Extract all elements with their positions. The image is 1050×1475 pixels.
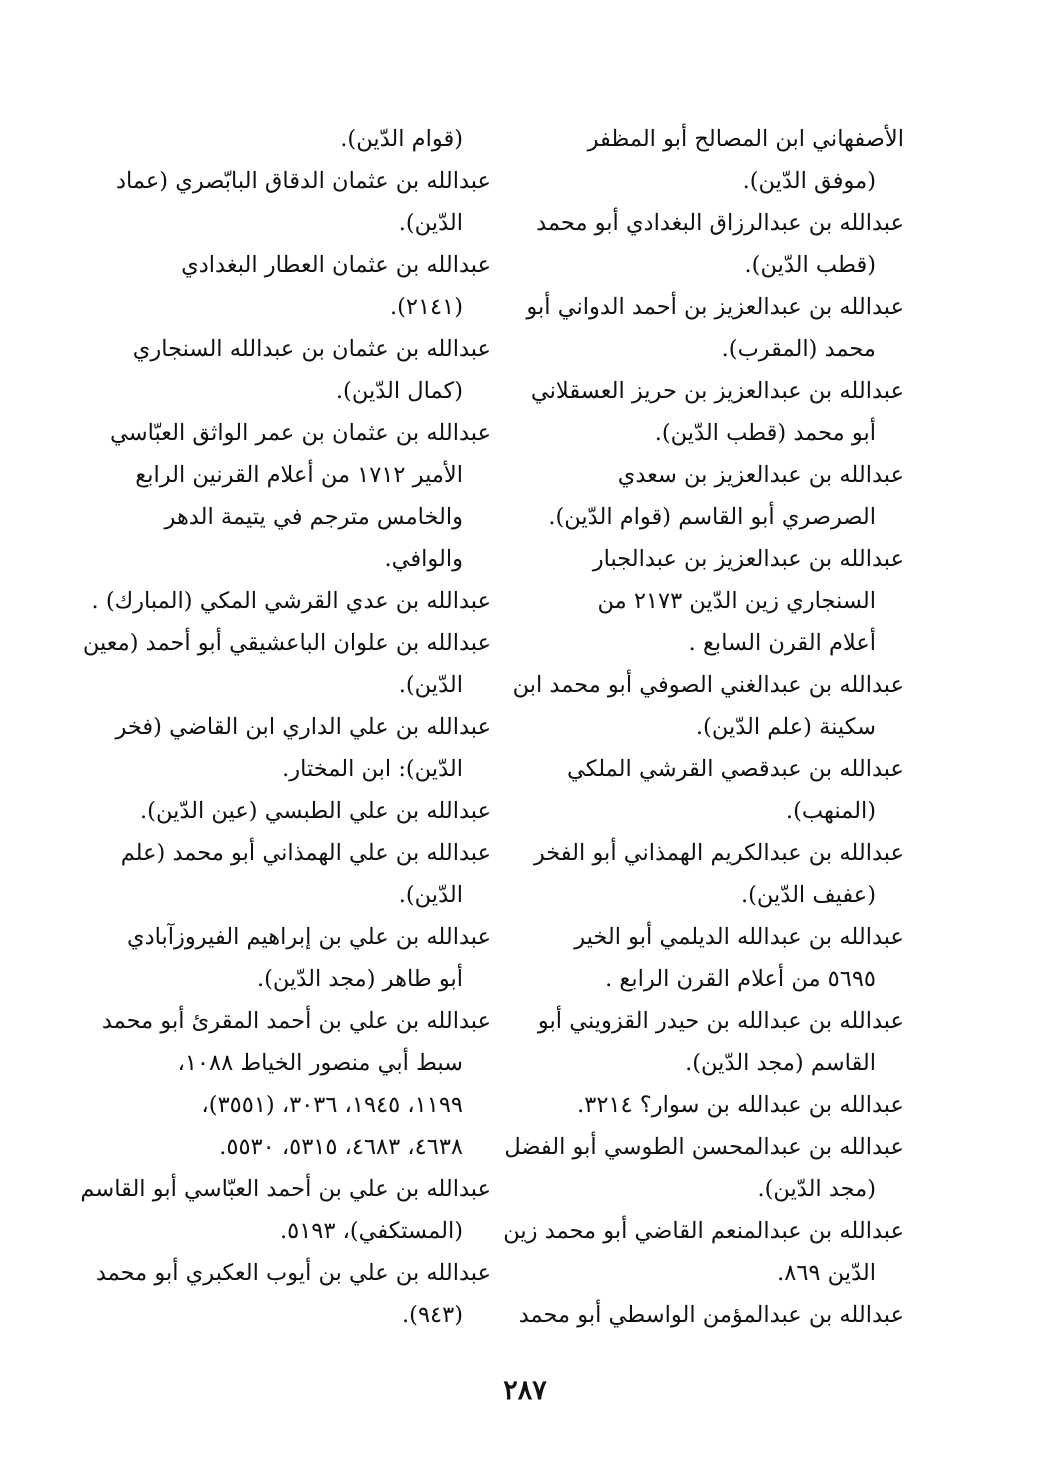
entry-line: عبدالله بن عثمان بن عبدالله السنجاري <box>132 336 491 362</box>
entry-line: عبدالله بن عدي القرشي المكي (المبارك) . <box>91 588 491 614</box>
index-column-right <box>503 118 904 1336</box>
entry-line: عبدالله بن علي بن أيوب العكبري أبو محمد <box>95 1260 491 1286</box>
entry-continuation-line: الصرصري أبو القاسم (قوام الدّين). <box>548 504 876 530</box>
entry-continuation-line: (٢١٤١). <box>389 294 463 320</box>
entry-continuation-line: ١١٩٩، ١٩٤٥، ٣٠٣٦، (٣٥٥١)، <box>201 1092 463 1118</box>
entry-line: عبدالله بن عبدالعزيز بن سعدي <box>617 462 904 488</box>
index-entry <box>533 832 904 916</box>
entry-line: عبدالله بن علي الداري ابن القاضي (فخر <box>115 714 491 740</box>
index-entry <box>548 454 904 538</box>
entry-line: عبدالله بن عثمان الدقاق البابّصري (عماد <box>115 168 491 194</box>
entry-continuation-line: ٤٦٣٨، ٤٦٨٣، ٥٣١٥، ٥٥٣٠. <box>219 1134 463 1160</box>
entry-line: عبدالله بن عبدالرزاق البغدادي أبو محمد <box>536 210 904 236</box>
index-entry <box>95 1252 491 1336</box>
entry-line: (قوام الدّين). <box>340 126 463 152</box>
entry-continuation-line: أعلام القرن السابع . <box>688 630 876 656</box>
index-entry <box>115 706 491 790</box>
entry-line: عبدالله بن عبدالعزيز بن عبدالجبار <box>592 546 904 572</box>
index-entry <box>530 370 904 454</box>
index-entry <box>134 118 491 160</box>
index-entry <box>518 1294 904 1336</box>
entry-continuation-line: الدّين ٨٦٩. <box>777 1260 876 1286</box>
entry-continuation-line: (المستكفي)، ٥١٩٣. <box>279 1218 463 1244</box>
entry-continuation-line: (المنهب). <box>785 798 876 824</box>
index-entry <box>101 1000 491 1168</box>
entry-continuation-line: (عفيف الدّين). <box>740 882 876 908</box>
entry-continuation-line: أبو محمد (قطب الدّين). <box>654 420 876 446</box>
entry-continuation-line: القاسم (مجد الدّين). <box>685 1050 876 1076</box>
entry-continuation-line: أبو طاهر (مجد الدّين). <box>256 966 463 992</box>
index-entry <box>115 160 491 244</box>
entry-continuation-line: محمد (المقرب). <box>721 336 876 362</box>
index-entry <box>548 916 904 1000</box>
index-entry <box>134 244 491 328</box>
entry-line: عبدالله بن عبدالعزيز بن حريز العسقلاني <box>530 378 904 404</box>
entry-continuation-line: الدّين). <box>398 882 463 908</box>
entry-continuation-line: (مجد الدّين). <box>757 1176 876 1202</box>
entry-continuation-line: (قطب الدّين). <box>744 252 876 278</box>
index-entry <box>537 1000 904 1084</box>
entry-line: عبدالله بن عبدالمنعم القاضي أبو محمد زين <box>503 1218 904 1244</box>
entry-line: عبدالله بن عثمان العطار البغدادي <box>181 252 491 278</box>
index-entry <box>548 538 904 664</box>
entry-continuation-line: سكينة (علم الدّين). <box>695 714 876 740</box>
page-number: ٢٨٧ <box>503 1375 547 1406</box>
index-entry <box>80 1168 491 1252</box>
entry-line: عبدالله بن عبدالعزيز بن أحمد الدواني أبو <box>526 294 904 320</box>
entry-continuation-line: ٥٦٩٥ من أعلام القرن الرابع . <box>605 966 876 992</box>
index-entry <box>134 790 491 832</box>
entry-line: عبدالله بن عبدالكريم الهمذاني أبو الفخر <box>533 840 904 866</box>
entry-continuation-line: الأمير ١٧١٢ من أعلام القرنين الرابع <box>135 462 463 488</box>
entry-line: عبدالله بن عبدالمؤمن الواسطي أبو محمد <box>518 1302 904 1328</box>
entry-line: الأصفهاني ابن المصالح أبو المظفر <box>587 126 904 152</box>
index-entry <box>82 622 491 706</box>
entry-line: عبدالله بن علي بن أحمد المقرئ أبو محمد <box>101 1008 491 1034</box>
index-entry <box>548 1084 904 1126</box>
index-entry <box>548 748 904 832</box>
entry-continuation-line: والوافي. <box>384 546 463 572</box>
entry-continuation-line: (موفق الدّين). <box>742 168 876 194</box>
entry-line: عبدالله بن عبدقصي القرشي الملكي <box>567 756 904 782</box>
entry-line: عبدالله بن عبدالغني الصوفي أبو محمد ابن <box>512 672 904 698</box>
index-entry <box>504 1126 904 1210</box>
index-entry <box>536 202 904 286</box>
entry-continuation-line: والخامس مترجم في يتيمة الدهر <box>164 504 463 530</box>
index-entry <box>109 412 491 580</box>
entry-line: عبدالله بن عبدالله الديلمي أبو الخير <box>574 924 904 950</box>
entry-continuation-line: (كمال الدّين). <box>335 378 463 404</box>
index-entry <box>548 118 904 202</box>
entry-continuation-line: الدّين): ابن المختار. <box>282 756 463 782</box>
entry-line: عبدالله بن عبدالله بن سوار؟ ٣٢١٤. <box>577 1092 904 1118</box>
index-entry <box>134 328 491 412</box>
entry-line: عبدالله بن علي الهمذاني أبو محمد (علم <box>120 840 491 866</box>
index-entry <box>91 580 491 622</box>
entry-continuation-line: سبط أبي منصور الخياط ١٠٨٨، <box>177 1050 463 1076</box>
entry-continuation-line: (٩٤٣). <box>402 1302 463 1328</box>
index-entry <box>120 832 491 916</box>
index-column-left <box>80 118 491 1336</box>
entry-line: عبدالله بن علوان الباعشيقي أبو أحمد (معين <box>82 630 491 656</box>
index-entry <box>526 286 904 370</box>
index-entry <box>503 1210 904 1294</box>
entry-continuation-line: السنجاري زين الدّين ٢١٧٣ من <box>597 588 876 614</box>
index-entry <box>512 664 904 748</box>
entry-line: عبدالله بن عثمان بن عمر الواثق العبّاسي <box>109 420 491 446</box>
entry-line: عبدالله بن علي الطبسي (عين الدّين). <box>140 798 491 824</box>
index-entry <box>126 916 491 1000</box>
entry-continuation-line: الدّين). <box>398 672 463 698</box>
entry-line: عبدالله بن علي بن إبراهيم الفيروزآبادي <box>126 924 491 950</box>
entry-line: عبدالله بن علي بن أحمد العبّاسي أبو القاسم <box>80 1176 491 1202</box>
entry-line: عبدالله بن عبدالله بن حيدر القزويني أبو <box>537 1008 904 1034</box>
entry-continuation-line: الدّين). <box>398 210 463 236</box>
entry-line: عبدالله بن عبدالمحسن الطوسي أبو الفضل <box>504 1134 904 1160</box>
